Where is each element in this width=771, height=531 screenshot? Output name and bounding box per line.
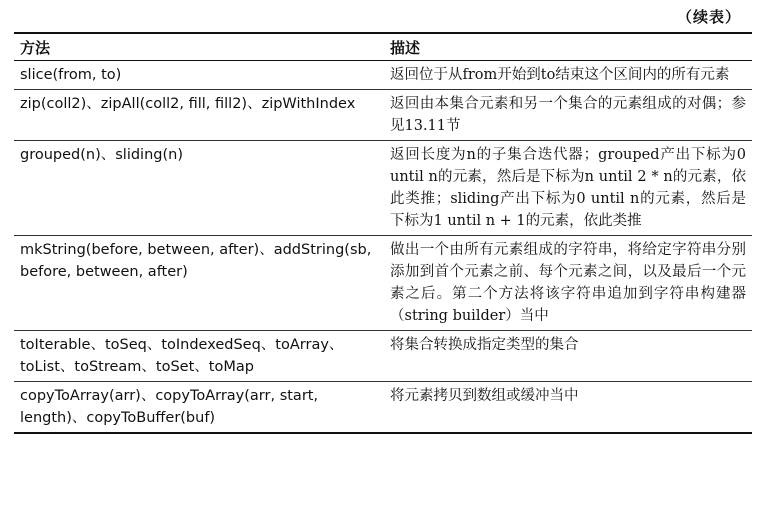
description-cell: 将元素拷贝到数组或缓冲当中: [384, 382, 752, 434]
table-row: [14, 236, 752, 331]
description-cell: 将集合转换成指定类型的集合: [384, 331, 752, 382]
methods-table: [14, 32, 752, 434]
method-cell: zip(coll2)、zipAll(coll2, fill, fill2)、zipWithIndex: [14, 90, 384, 141]
header-description: 描述: [384, 33, 752, 61]
table-header-row: [14, 33, 752, 61]
continued-label: （续表）: [676, 8, 741, 26]
description-cell: 返回位于从from开始到to结束这个区间内的所有元素: [384, 61, 752, 90]
table-row: [14, 382, 752, 434]
method-cell: grouped(n)、sliding(n): [14, 141, 384, 236]
header-method: 方法: [14, 33, 384, 61]
description-cell: 返回由本集合元素和另一个集合的元素组成的对偶；参见13.11节: [384, 90, 752, 141]
method-cell: slice(from, to): [14, 61, 384, 90]
table-row: [14, 90, 752, 141]
description-cell: 返回长度为n的子集合迭代器；grouped产出下标为0 until n的元素，然后是下标为n until 2 * n的元素，依此类推；sliding产出下标为0 until n的元素，然后是下标为1 until n + 1的元素，依此类推: [384, 141, 752, 236]
method-cell: copyToArray(arr)、copyToArray(arr, start, length)、copyToBuffer(buf): [14, 382, 384, 434]
method-cell: toIterable、toSeq、toIndexedSeq、toArray、toList、toStream、toSet、toMap: [14, 331, 384, 382]
description-cell: 做出一个由所有元素组成的字符串，将给定字符串分别添加到首个元素之前、每个元素之间，以及最后一个元素之后。第二个方法将该字符串追加到字符串构建器（string builder）当中: [384, 236, 752, 331]
table-row: [14, 331, 752, 382]
table-row: [14, 61, 752, 90]
table-row: [14, 141, 752, 236]
method-cell: mkString(before, between, after)、addString(sb, before, between, after): [14, 236, 384, 331]
